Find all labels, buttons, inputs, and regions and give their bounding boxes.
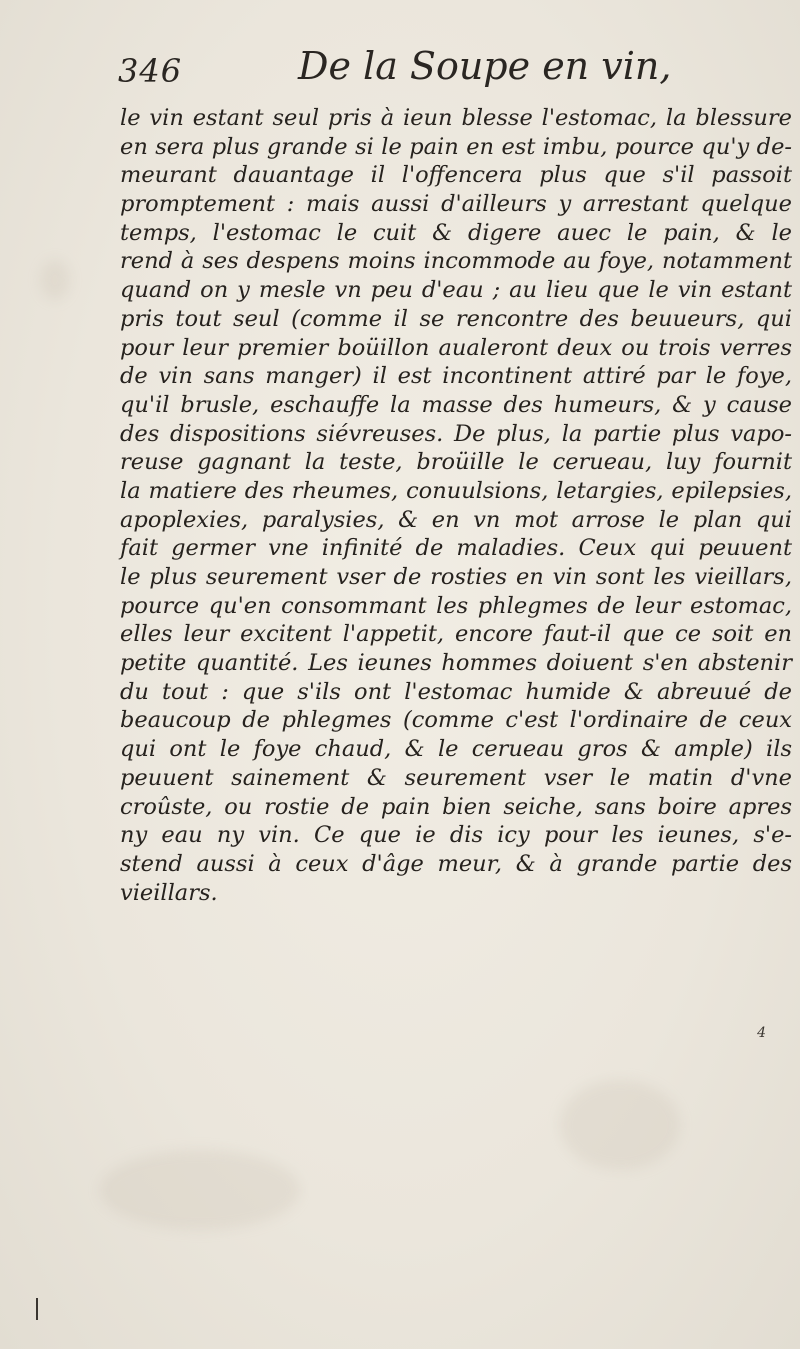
text-line: en sera plus grande si le pain en est imbu, pource qu'y de- [120, 133, 792, 160]
text-line: meurant dauantage il l'offencera plus que s'il passoit [120, 162, 792, 189]
paper-stain [40, 260, 70, 300]
signature-mark: 4 [757, 1025, 766, 1041]
text-line: temps, l'estomac le cuit & digere auec le pain, & le [120, 219, 792, 246]
text-line: qu'il brusle, eschauffe la masse des humeurs, & y cause [120, 391, 792, 418]
text-line: promptement : mais aussi d'ailleurs y arrestant quelque [120, 191, 792, 218]
page-number: 346 [118, 52, 183, 90]
text-line: de vin sans manger) il est incontinent attiré par le foye, [120, 363, 792, 390]
text-line: pris tout seul (comme il se rencontre des beuueurs, qui [120, 305, 792, 332]
text-line: des dispositions siévreuses. De plus, la partie plus vapo- [120, 420, 792, 447]
text-line: le vin estant seul pris à ieun blesse l'estomac, la blessure [120, 105, 792, 131]
body-text [120, 104, 792, 907]
text-line: la matiere des rheumes, conuulsions, letargies, epilepsies, [120, 477, 792, 504]
text-line: ny eau ny vin. Ce que ie dis icy pour les ieunes, s'e- [120, 822, 792, 849]
text-line: petite quantité. Les ieunes hommes doiuent s'en abstenir [120, 650, 792, 677]
text-line: pour leur premier boüillon aualeront deux ou trois verres [120, 334, 792, 361]
text-line: du tout : que s'ils ont l'estomac humide & abreuué de [120, 678, 792, 705]
text-line: pource qu'en consommant les phlegmes de leur estomac, [120, 592, 792, 619]
page-header [118, 44, 678, 94]
text-line: apoplexies, paralysies, & en vn mot arrose le plan qui [120, 506, 792, 533]
text-line: rend à ses despens moins incommode au foye, notamment [120, 248, 792, 275]
text-line: fait germer vne infinité de maladies. Ceux qui peuuent [120, 535, 792, 562]
paper-stain [560, 1080, 680, 1170]
text-line: vieillars. [120, 879, 218, 906]
text-line: elles leur excitent l'appetit, encore faut-il que ce soit en [120, 621, 792, 648]
running-head: De la Soupe en vin, [298, 44, 672, 88]
text-line: peuuent sainement & seurement vser le matin d'vne [120, 764, 792, 791]
text-line: croûste, ou rostie de pain bien seiche, sans boire apres [120, 793, 792, 820]
text-line: le plus seurement vser de rosties en vin sont les vieillars, [120, 564, 792, 590]
text-line: beaucoup de phlegmes (comme c'est l'ordinaire de ceux [120, 707, 792, 734]
text-line: stend aussi à ceux d'âge meur, & à grande partie des [120, 850, 792, 877]
ink-mark [36, 1298, 38, 1320]
text-line: quand on y mesle vn peu d'eau ; au lieu que le vin estant [120, 277, 792, 304]
text-line: reuse gagnant la teste, broüille le cerueau, luy fournit [120, 449, 792, 476]
paper-stain [100, 1150, 300, 1230]
text-line: qui ont le foye chaud, & le cerueau gros & ample) ils [120, 736, 792, 763]
